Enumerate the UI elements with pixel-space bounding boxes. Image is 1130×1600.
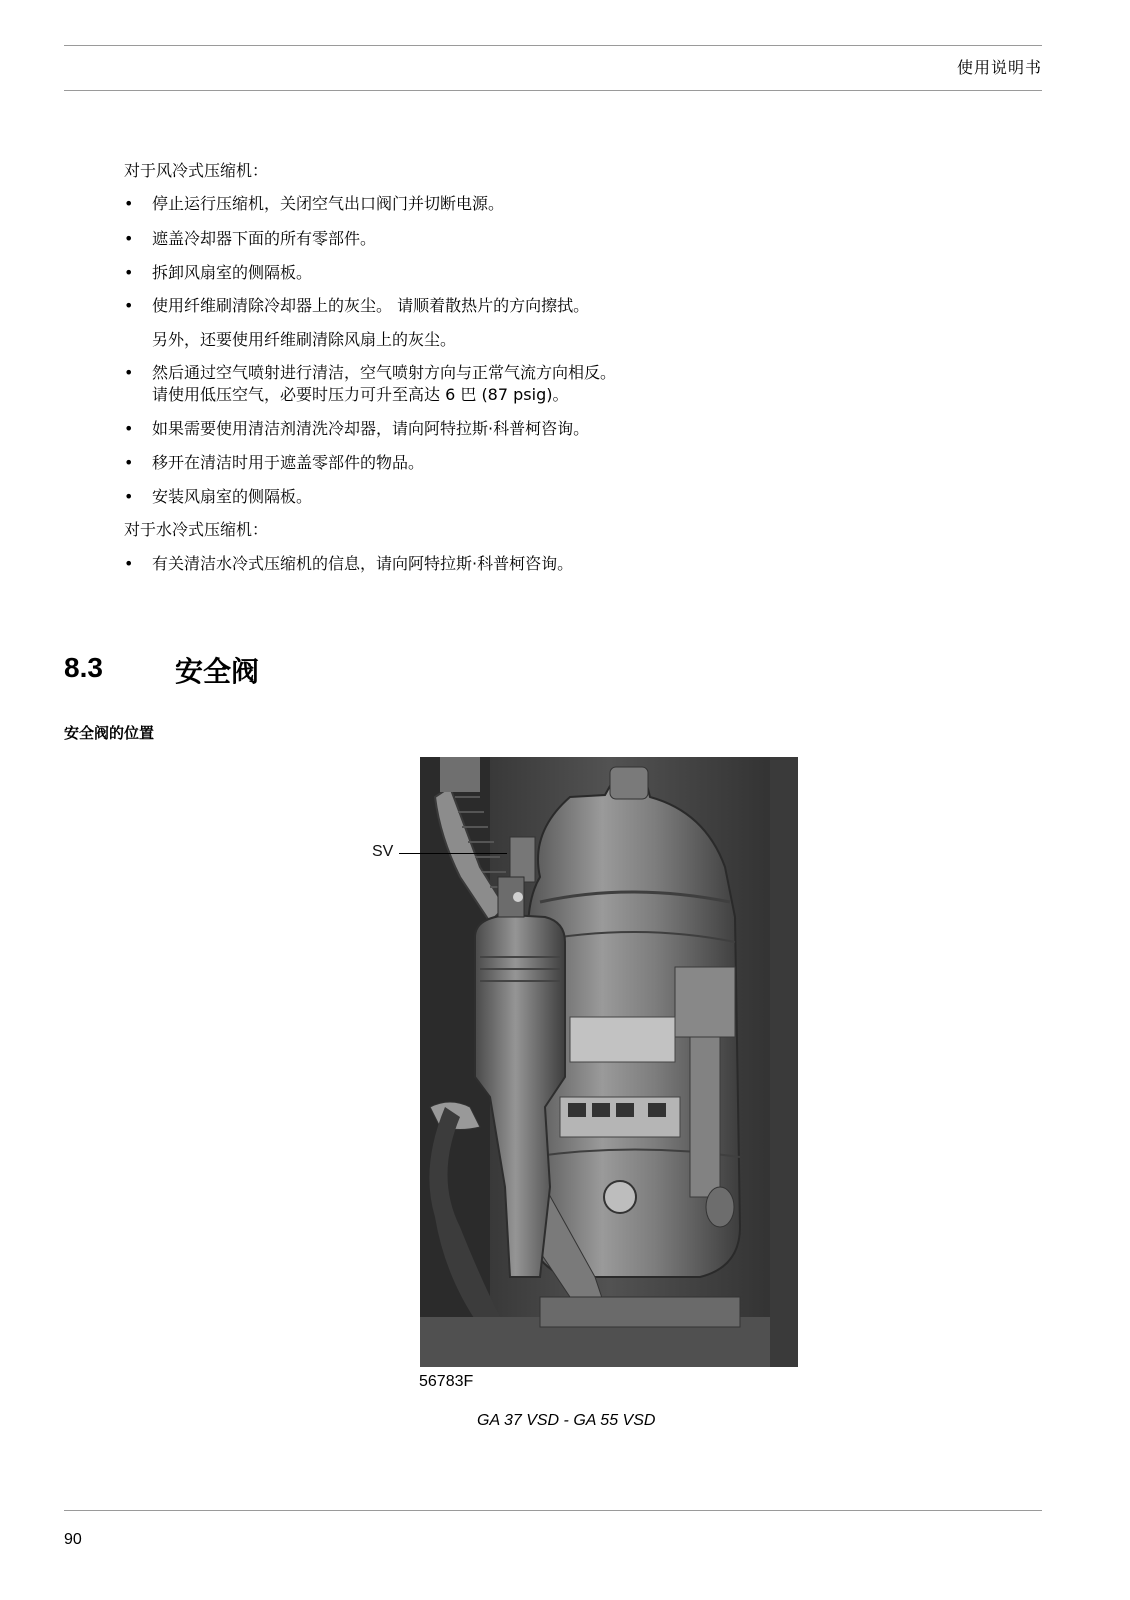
bullet-text: 另外，还要使用纤维刷清除风扇上的灰尘。 xyxy=(152,330,457,349)
compressor-photo xyxy=(420,757,798,1367)
footer-rule xyxy=(64,1510,1042,1511)
section-number: 8.3 xyxy=(64,652,103,683)
header-title: 使用说明书 xyxy=(956,58,1042,77)
figure-caption: GA 37 VSD - GA 55 VSD xyxy=(477,1412,656,1429)
bullet-dot: • xyxy=(124,229,134,248)
page-number: 90 xyxy=(64,1531,82,1548)
bullet-text: 有关清洁水冷式压缩机的信息，请向阿特拉斯·科普柯咨询。 xyxy=(152,554,574,573)
bullet-text: 安装风扇室的侧隔板。 xyxy=(152,487,313,506)
callout-leader-line xyxy=(399,853,507,854)
header-rule-bottom xyxy=(64,90,1042,91)
bullet-text: 遮盖冷却器下面的所有零部件。 xyxy=(152,229,377,248)
header-rule-top xyxy=(64,45,1042,46)
bullet-dot: • xyxy=(124,194,134,213)
bullet-text: 移开在清洁时用于遮盖零部件的物品。 xyxy=(152,453,425,472)
bullet-text xyxy=(152,317,589,329)
intro-water-cooled: 对于水冷式压缩机： xyxy=(124,520,269,539)
bullet-dot: • xyxy=(124,554,134,573)
bullet-text: 使用纤维刷清除冷却器上的灰尘。 请顺着散热片的方向擦拭。 xyxy=(152,296,590,315)
section-title: 安全阀 xyxy=(175,655,260,688)
bullet-text: 请使用低压空气，必要时压力可升至高达 6 巴 (87 psig)。 xyxy=(152,385,569,404)
bullet-text: 停止运行压缩机，关闭空气出口阀门并切断电源。 xyxy=(152,194,505,213)
bullet-dot: • xyxy=(124,263,134,282)
bullet-dot: • xyxy=(124,296,134,315)
callout-sv-label: SV xyxy=(372,843,394,860)
bullet-text: 如果需要使用清洁剂清洗冷却器，请向阿特拉斯·科普柯咨询。 xyxy=(152,419,590,438)
bullet-dot: • xyxy=(124,487,134,506)
bullet-text: 然后通过空气喷射进行清洁，空气喷射方向与正常气流方向相反。 xyxy=(152,363,617,382)
bullet-dot: • xyxy=(124,419,134,438)
figure-id: 56783F xyxy=(419,1373,474,1390)
bullet-text: 拆卸风扇室的侧隔板。 xyxy=(152,263,313,282)
intro-air-cooled: 对于风冷式压缩机： xyxy=(124,161,269,180)
bullet-dot: • xyxy=(124,363,134,382)
subheading: 安全阀的位置 xyxy=(64,724,155,742)
bullet-dot: • xyxy=(124,453,134,472)
